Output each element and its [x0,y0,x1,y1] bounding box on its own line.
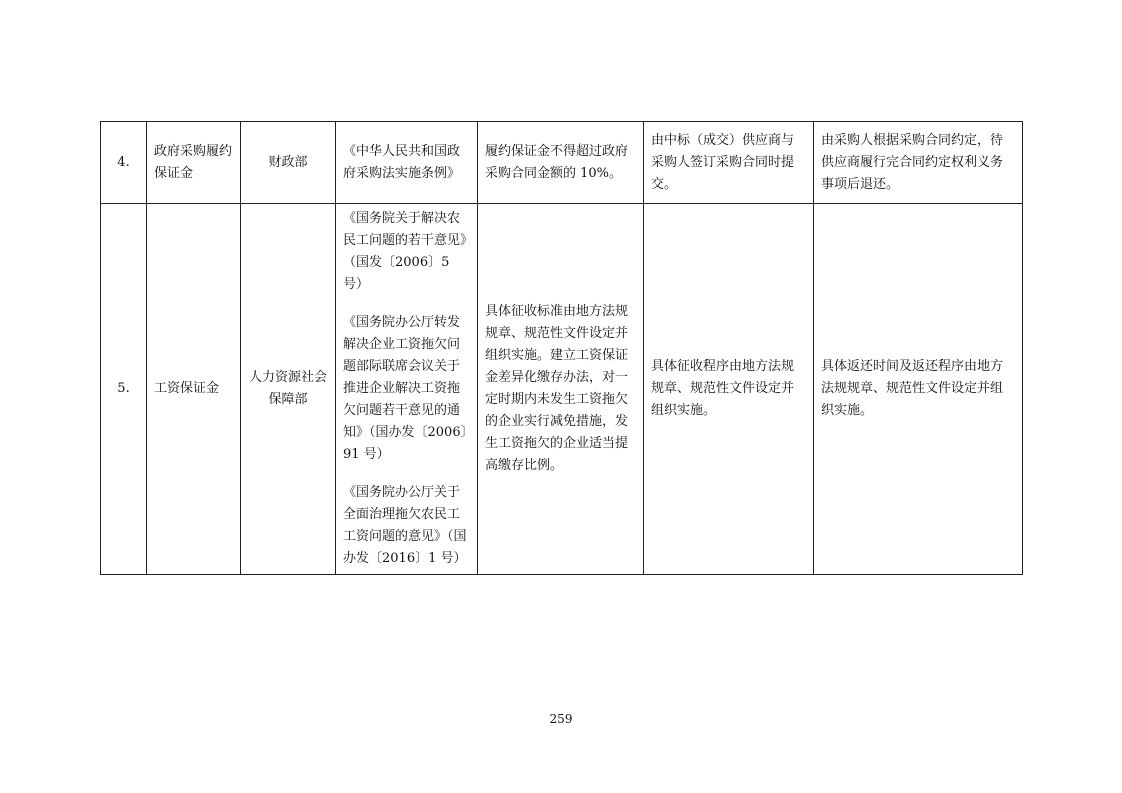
deposit-item-name: 工资保证金 [147,204,241,575]
department: 人力资源社会保障部 [241,204,336,575]
collection-procedure: 具体征收程序由地方法规规章、规范性文件设定并组织实施。 [644,204,814,575]
page-number: 259 [549,712,573,726]
table-row [101,122,1023,204]
row-number: 5. [101,204,147,575]
deposit-item-name: 政府采购履约保证金 [147,122,241,204]
deposit-table [100,121,1023,575]
refund-procedure: 具体返还时间及返还程序由地方法规规章、规范性文件设定并组织实施。 [814,204,1023,575]
collection-standard: 履约保证金不得超过政府采购合同金额的 10%。 [478,122,644,204]
collection-procedure: 由中标（成交）供应商与采购人签订采购合同时提交。 [644,122,814,204]
law-reference: 《国务院办公厅关于全面治理拖欠农民工工资问题的意见》（国办发〔2016〕1 号） [343,485,467,566]
law-reference: 《国务院办公厅转发解决企业工资拖欠问题部际联席会议关于推进企业解决工资拖欠问题若干意见的通知》（国办发〔2006〕91 号） [343,315,468,462]
department: 财政部 [241,122,336,204]
legal-basis [336,204,478,575]
law-reference: 《中华人民共和国政府采购法实施条例》 [343,143,461,181]
law-reference: 《国务院关于解决农民工问题的若干意见》（国发〔2006〕5 号） [343,211,467,292]
row-number: 4. [101,122,147,204]
legal-basis [336,122,478,204]
collection-standard: 具体征收标准由地方法规规章、规范性文件设定并组织实施。建立工资保证金差异化缴存办法，对一定时期内未发生工资拖欠的企业实行减免措施，发生工资拖欠的企业适当提高缴存比例。 [478,204,644,575]
refund-procedure: 由采购人根据采购合同约定，待供应商履行完合同约定权利义务事项后退还。 [814,122,1023,204]
table-row [101,204,1023,575]
